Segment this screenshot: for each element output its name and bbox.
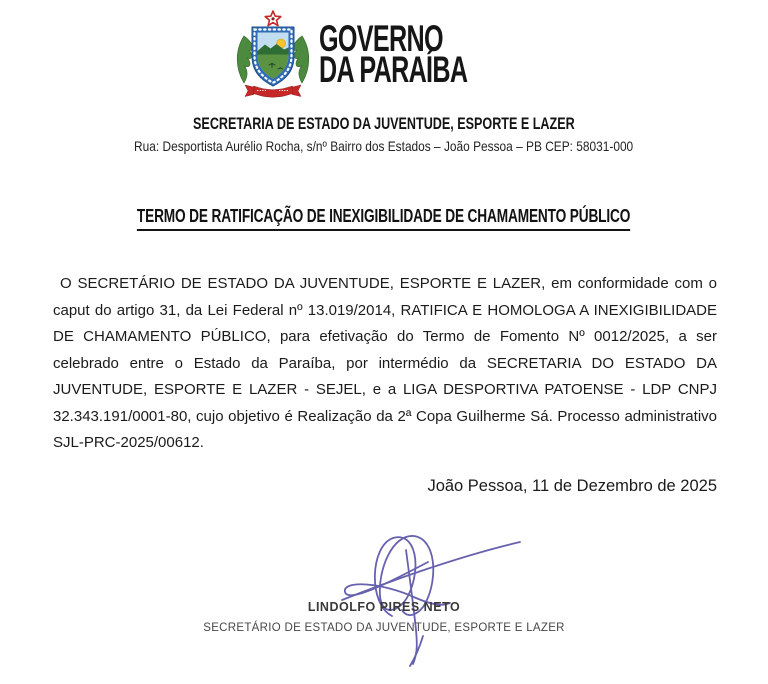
dateline: João Pessoa, 11 de Dezembro de 2025 — [427, 476, 717, 495]
org-name-line2: DA PARAÍBA — [318, 49, 468, 90]
org-name-line1: GOVERNO — [318, 18, 443, 59]
handwritten-signature-icon — [330, 518, 530, 668]
signature-block — [0, 524, 768, 682]
document-title-text: TERMO DE RATIFICAÇÃO DE INEXIGIBILIDADE DE CHAMAMENTO PÚBLICO — [137, 206, 630, 231]
address-line-text: Rua: Desportista Aurélio Rocha, s/nº Bairro dos Estados – João Pessoa – PB CEP: 58031-000 — [134, 138, 634, 154]
paraiba-coat-of-arms-icon — [231, 10, 315, 98]
government-logo — [0, 10, 768, 98]
document-body-paragraph: O SECRETÁRIO DE ESTADO DA JUVENTUDE, ESPORTE E LAZER, em conformidade com o caput do artigo 31, da Lei Federal nº 13.019/2014, RATIFICA E HOMOLOGA A INEXIGIBILIDADE DE CHAMAMENTO PÚBLICO, para efetivação do Termo de Fomento Nº 0012/2025, a ser celebrado entre o Estado da Paraíba, por intermédio da SECRETARIA DO ESTADO DA JUVENTUDE, ESPORTE E LAZER - SEJEL, e a LIGA DESPORTIVA PATOENSE - LDP CNPJ 32.343.191/0001-80, cujo objetivo é Realização da 2ª Copa Guilherme Sá. Processo administrativo SJL-PRC-2025/00612. — [53, 275, 717, 451]
secretariat-heading-text: SECRETARIA DE ESTADO DA JUVENTUDE, ESPORTE E LAZER — [193, 114, 575, 133]
government-name — [318, 18, 537, 90]
address-line — [0, 138, 768, 154]
document-title — [0, 206, 768, 231]
signer-name: LINDOLFO PIRES NETO — [307, 599, 461, 614]
signer-role: SECRETÁRIO DE ESTADO DA JUVENTUDE, ESPORTE E LAZER — [203, 621, 565, 634]
secretariat-heading — [0, 114, 768, 134]
